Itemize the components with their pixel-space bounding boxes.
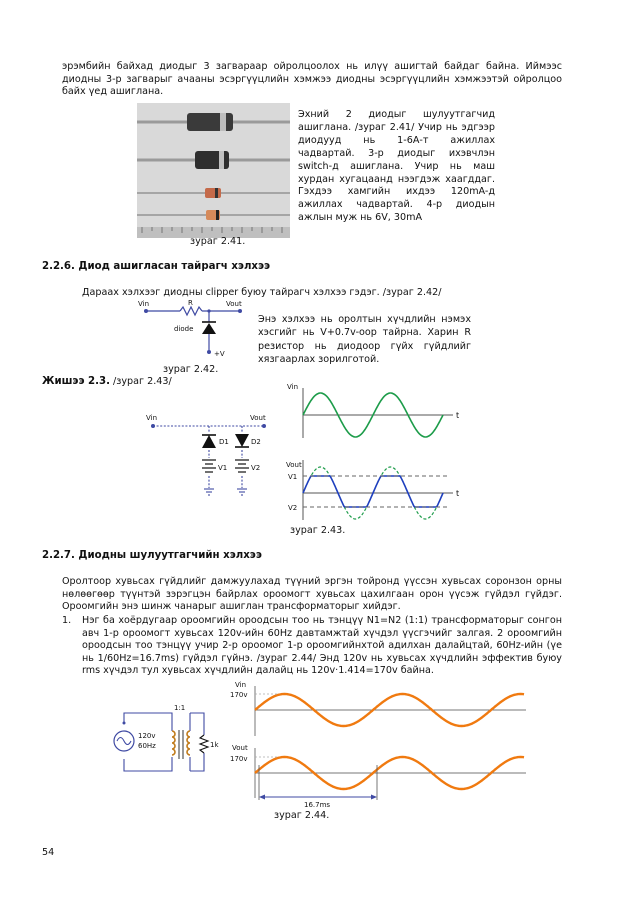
graph-v1-label: V1	[288, 473, 298, 481]
graph-v2-label: V2	[288, 504, 298, 512]
ex23-d1-label: D1	[219, 438, 229, 446]
fig241-caption: зураг 2.41.	[190, 236, 246, 247]
clipper-vin-label: Vin	[138, 300, 150, 308]
ex23-vin-label: Vin	[146, 414, 158, 422]
fig241-text: Эхний 2 диодыг шулуутгагчид ашиглана. /зураг 2.41/ Учир нь эдгээр диодууд нь 1-6А-т ажиллах чадвартай. 3-р диодыг ихэвчлэн switch-д ашиглана. Учир нь маш хурдан хугацаанд нээгдэж хаагддаг. Гэхдээ хамгийн ихдээ 120mA-д ажиллах чадвартай. 4-р диодын ажлын муж нь 6V, 30mA	[298, 109, 495, 224]
period-label: 16.7ms	[304, 801, 331, 809]
list-item-text: Нэг ба хоёрдугаар ороомгийн ороодсын тоо нь тэнцүү N1=N2 (1:1) трансформаторыг сонгон авч 1-р ороомогт хувьсах 120v-ийн 60Hz давтамжтай хүчдэл үүсгэчийг залгая. 2 ороомгийн ороодсын тоо тэнцүү учир 2-р ороомог 1-р ороомгийнхтой адилхан далайцтай, 60Hz-ийн (үе нь 1/60Hz=16.7ms) гүйдэл гүйнэ. /зураг 2.44/ Энд 120v нь хувьсах хүчдлийн эффектив буюу rms хүчдэл тул хувьсах хүчдлийн далайц нь 120v·1.414=170v байна.	[82, 615, 562, 677]
section-226-paragraph: Дараах хэлхээг диодны clipper буюу тайрагч хэлхээ гэдэг. /зураг 2.42/	[82, 287, 442, 298]
vout-clipped-wave	[303, 476, 443, 507]
ratio-label: 1:1	[174, 704, 186, 712]
graph-bottom-t-label: t	[456, 489, 460, 498]
fig243-caption: зураг 2.43.	[290, 525, 346, 536]
diode-photo	[137, 103, 290, 238]
graph44-vin-label: Vin	[235, 681, 247, 689]
transformer-circuit	[104, 703, 232, 787]
clipper-circuit	[136, 298, 246, 366]
rectifier-waveforms	[228, 680, 538, 810]
graph44-vout-label: Vout	[232, 744, 248, 752]
intro-paragraph: эрэмбийн байхад диодыг 3 загвараар ойролцоолох нь илүү ашигтай байдаг байна. Иймээс диодны 3-р загварыг ачааны эсэргүүцлийн хэмжээ диодны эсэргүүцлийн хэмжээтэй ойролцоо байх үед ашиглана.	[62, 61, 562, 98]
fig244-caption: зураг 2.44.	[274, 810, 330, 821]
ex23-d2-label: D2	[251, 438, 261, 446]
clipper-vplus-label: +V	[214, 350, 225, 358]
section-226-side-text: Энэ хэлхээ нь оролтын хүчдлийн нэмэх хэсгийг нь V+0.7v-оор тайрна. Харин R резистор нь диодоор гүйх гүйдлийг хязгаарлах зорилготой.	[258, 314, 471, 366]
clipper-r-label: R	[188, 299, 193, 307]
section-227-heading: 2.2.7. Диодны шулуутгагчийн хэлхээ	[42, 550, 262, 561]
graph-vout-label: Vout	[286, 461, 302, 469]
source-frequency-label: 60Hz	[138, 742, 156, 750]
ex23-v1-label: V1	[218, 464, 228, 472]
clipper-two-diode-circuit	[144, 410, 274, 500]
example-23	[42, 376, 172, 387]
fig242-caption: зураг 2.42.	[163, 364, 219, 375]
list-item-number: 1.	[62, 615, 72, 626]
clipper-vout-label: Vout	[226, 300, 242, 308]
page-number: 54	[42, 847, 55, 858]
load-resistor-label: 1k	[210, 741, 219, 749]
section-227-paragraph: Оролтоор хувьсах гүйдлийг дамжуулахад түүний эргэн тойронд үүссэн хувьсах соронзон орны нөлөөгөөр түүнтэй зэрэгцэн байрлах ороомогт хувьсах цахилгаан орон үүсэж гүйдэл гүйдэг. Ороомгийн энэ шинж чанарыг ашиглан трансформаторыг хийдэг.	[62, 576, 562, 613]
graph-vin-label: Vin	[287, 383, 299, 391]
ex23-v2-label: V2	[251, 464, 261, 472]
graph-top-t-label: t	[456, 411, 460, 420]
ex23-vout-label: Vout	[250, 414, 266, 422]
clipper-diode-label: diode	[174, 325, 194, 333]
source-voltage-label: 120v	[138, 732, 156, 740]
section-226-heading: 2.2.6. Диод ашигласан тайрагч хэлхээ	[42, 261, 271, 272]
example-23-ref: /зураг 2.43/	[113, 376, 172, 387]
graph44-vin-amp: 170v	[230, 691, 248, 699]
graph44-vout-amp: 170v	[230, 755, 248, 763]
example-23-label: Жишээ 2.3.	[42, 376, 110, 387]
clipper-waveforms	[285, 380, 470, 523]
